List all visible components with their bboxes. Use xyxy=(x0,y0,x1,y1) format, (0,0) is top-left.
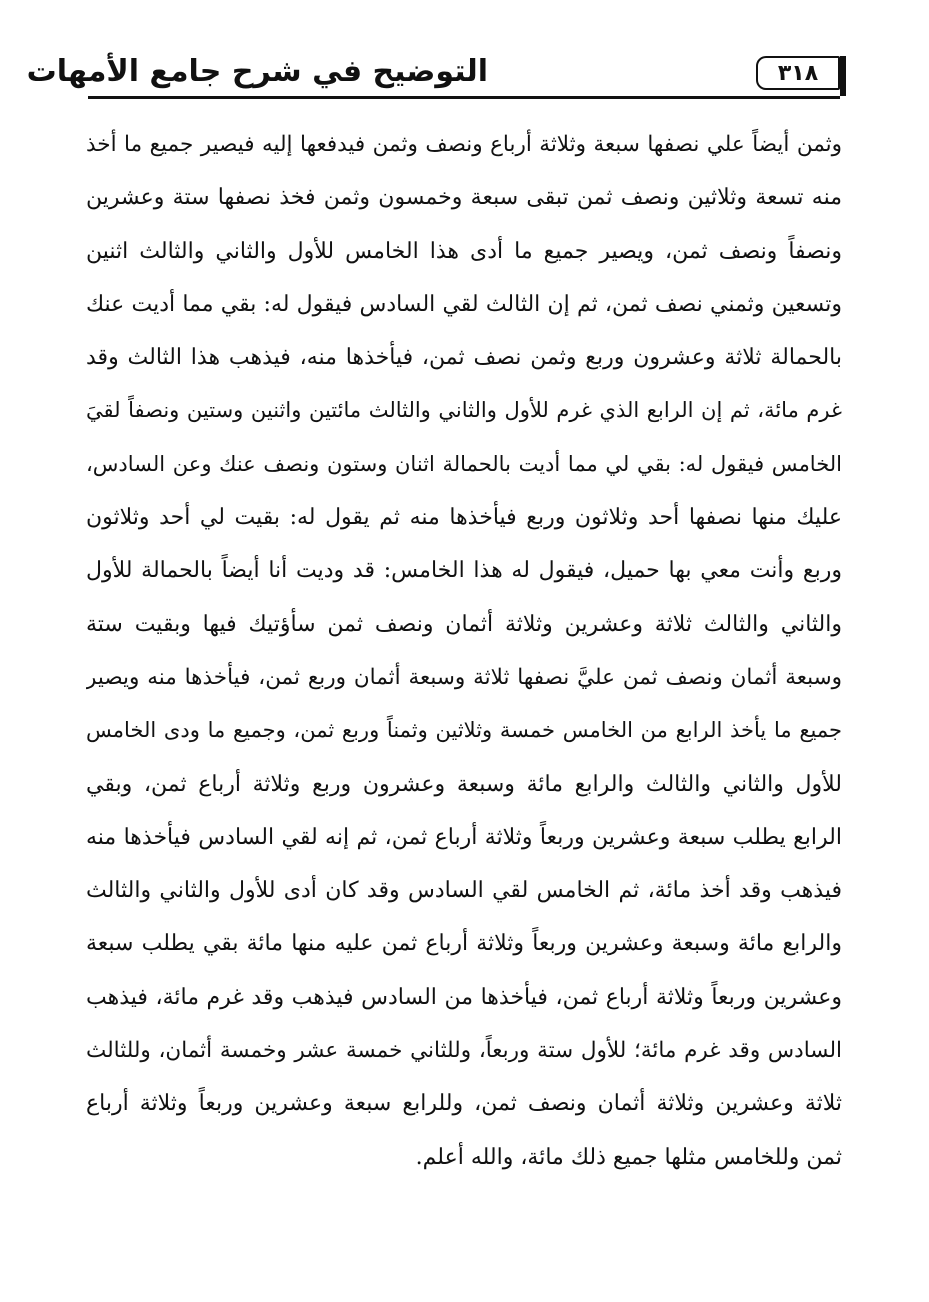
text-line: ثلاثة وعشرين وثلاثة أثمان ونصف ثمن، وللرابع سبعة وعشرين وربعاً وثلاثة أرباع xyxy=(86,1091,842,1117)
text-line: للأول والثاني والثالث والرابع مائة وسبعة وعشرون وربع وثلاثة أرباع ثمن، وبقي xyxy=(86,771,842,797)
text-line: عليك منها نصفها أحد وثلاثون وربع فيأخذها منه ثم يقول له: بقيت لي أحد وثلاثون xyxy=(86,505,842,531)
page-number: ٣١٨ xyxy=(756,56,840,90)
page-header xyxy=(26,50,840,106)
text-line: وربع وأنت معي بها حميل، فيقول له هذا الخامس: قد وديت أنا أيضاً بالحمالة للأول xyxy=(86,558,842,584)
text-line: فيذهب وقد أخذ مائة، ثم الخامس لقي السادس وقد كان أدى للأول والثاني والثالث xyxy=(86,878,842,904)
body-text xyxy=(86,118,842,1184)
text-line: وسبعة أثمان ونصف ثمن عليَّ نصفها ثلاثة وسبعة أثمان وربع ثمن، فيأخذها منه ويصير xyxy=(86,664,842,690)
text-line: جميع ما يأخذ الرابع من الخامس خمسة وثلاثين وثمناً وربع ثمن، وجميع ما ودى الخامس xyxy=(86,718,842,743)
text-line: ثمن وللخامس مثلها جميع ذلك مائة، والله أعلم. xyxy=(415,1144,842,1170)
book-title: التوضيح في شرح جامع الأمهات xyxy=(26,54,488,89)
text-line: منه تسعة وثلاثين ونصف ثمن تبقى سبعة وخمسون وثمن فخذ نصفها ستة وعشرين xyxy=(86,185,842,211)
text-line: ونصفاً ونصف ثمن، ويصير جميع ما أدى هذا الخامس للأول والثاني والثالث اثنين xyxy=(86,238,842,264)
text-line: الخامس فيقول له: بقي لي مما أديت بالحمالة اثنان وستون ونصف عنك وعن السادس، xyxy=(86,451,842,476)
text-line: بالحمالة ثلاثة وعشرون وربع وثمن نصف ثمن، فيأخذها منه، فيذهب هذا الثالث وقد xyxy=(86,345,842,371)
text-line: وتسعين وثمني نصف ثمن، ثم إن الثالث لقي السادس فيقول له: بقي مما أديت عنك xyxy=(86,291,842,317)
text-line: الرابع يطلب سبعة وعشرين وربعاً وثلاثة أرباع ثمن، ثم إنه لقي السادس فيأخذها منه xyxy=(86,824,842,850)
header-divider xyxy=(88,96,840,99)
text-line: السادس وقد غرم مائة؛ للأول ستة وربعاً، وللثاني خمسة عشر وخمسة أثمان، وللثالث xyxy=(86,1038,842,1064)
text-line: غرم مائة، ثم إن الرابع الذي غرم للأول والثاني والثالث مائتين واثنين وستين ونصفاً لقيَ xyxy=(86,398,842,423)
text-line: وعشرين وربعاً وثلاثة أرباع ثمن، فيأخذها من السادس فيذهب وقد غرم مائة، فيذهب xyxy=(86,984,842,1010)
text-line: والرابع مائة وسبعة وعشرين وربعاً وثلاثة أرباع ثمن عليه منها مائة بقي يطلب سبعة xyxy=(86,931,842,957)
text-line: وثمن أيضاً علي نصفها سبعة وثلاثة أرباع ونصف وثمن فيدفعها إليه فيصير جميع ما أخذ xyxy=(86,132,842,157)
text-line: والثاني والثالث ثلاثة وعشرين وثلاثة أثمان ونصف ثمن سأؤتيك فيها وبقيت ستة xyxy=(86,611,842,637)
